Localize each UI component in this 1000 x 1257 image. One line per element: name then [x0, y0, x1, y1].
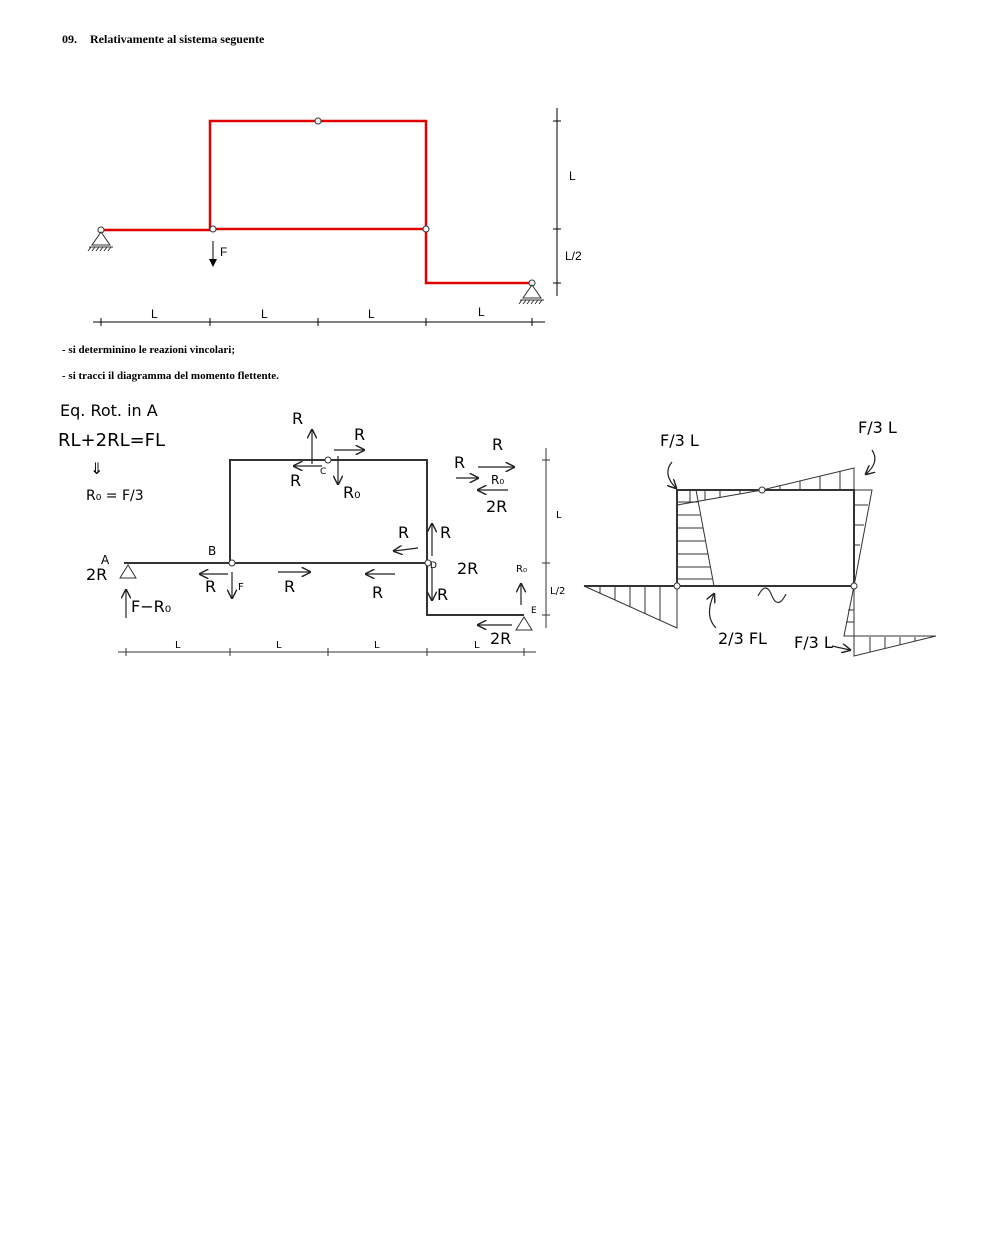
node-label-b: B — [208, 544, 217, 558]
solution-dim-L-vertical: L — [556, 510, 562, 521]
dim-label-L-1: L — [151, 307, 158, 321]
solution-support-a — [120, 565, 136, 578]
force-2R-at-e: 2R — [490, 629, 512, 648]
force-2R-at-d: 2R — [457, 559, 479, 578]
solution-frame — [124, 460, 524, 615]
force-R-at-d-up: R — [440, 523, 452, 542]
dim-label-L-4: L — [478, 305, 485, 319]
force-R0-right: R₀ — [491, 473, 505, 487]
moment-frame — [584, 490, 856, 586]
force-2R-at-a: 2R — [86, 565, 108, 584]
moment-label-mid: 2/3 FL — [718, 629, 767, 648]
exercise-title: Relativamente al sistema seguente — [90, 32, 265, 46]
equation-result: R₀ = F/3 — [86, 488, 144, 504]
squiggle-mark — [758, 588, 786, 603]
dim-label-L-vertical: L — [569, 169, 576, 183]
force-R-top-right: R — [354, 425, 366, 444]
dim-label-L-3: L — [368, 307, 375, 321]
moment-region-left-beam — [584, 586, 677, 628]
solution-dim-L-1: L — [175, 640, 181, 651]
moment-label-top-right: F/3 L — [858, 418, 897, 437]
task-moment-diagram: - si tracci il diagramma del momento flettente. — [62, 370, 279, 382]
force-R-at-d-down: R — [437, 585, 449, 604]
solution-figure — [58, 401, 565, 656]
node-label-a: A — [101, 553, 110, 567]
moment-label-bottom-right: F/3 L — [794, 633, 833, 652]
frame-structure — [101, 121, 532, 283]
force-F-at-b: F — [238, 582, 244, 593]
dim-label-half-L: L/2 — [565, 249, 582, 263]
moment-hinge-b — [674, 583, 680, 589]
moment-hinge-top — [759, 487, 765, 493]
force-R-right-top: R — [492, 435, 504, 454]
solution-vertical-dimension — [542, 448, 550, 628]
horizontal-dimension — [93, 318, 545, 326]
node-label-c: C — [320, 467, 327, 477]
force-R-right-mid: R — [454, 453, 466, 472]
solution-dim-L-3: L — [374, 640, 380, 651]
solution-dim-L-2: L — [276, 640, 282, 651]
dim-label-L-2: L — [261, 307, 268, 321]
node-label-d: D — [430, 561, 437, 571]
reaction-e-vertical: R₀ — [516, 564, 527, 575]
solution-dim-L-4: L — [474, 640, 480, 651]
force-2R-right: 2R — [486, 497, 508, 516]
vertical-dimension — [553, 108, 561, 296]
force-R-beam-mid: R — [284, 577, 296, 596]
force-R0-top: R₀ — [343, 483, 361, 502]
reaction-a-vertical: F−R₀ — [131, 597, 172, 616]
moment-region-right-column — [854, 490, 872, 586]
equation-implies: ⇓ — [90, 459, 104, 478]
moment-label-top-left: F/3 L — [660, 431, 699, 450]
force-R-top-left: R — [290, 471, 302, 490]
force-R-b-left: R — [205, 577, 217, 596]
moment-hinge-d — [851, 583, 857, 589]
force-R-at-d-left: R — [398, 523, 410, 542]
moment-region-top-beam — [677, 468, 854, 505]
force-R-beam-right: R — [372, 583, 384, 602]
equation-title: Eq. Rot. in A — [60, 401, 158, 420]
load-label-F: F — [220, 245, 228, 259]
support-right — [519, 285, 544, 304]
node-label-e: E — [531, 606, 537, 616]
problem-figure — [88, 108, 582, 326]
task-reactions: - si determinino le reazioni vincolari; — [62, 344, 236, 356]
hinge-markers — [98, 118, 535, 286]
solution-dim-half-L: L/2 — [550, 586, 566, 597]
moment-region-lower — [844, 586, 936, 656]
force-R-top-up: R — [292, 409, 304, 428]
hinge-top — [315, 118, 321, 124]
exercise-number: 09. — [62, 32, 77, 46]
equation-main: RL+2RL=FL — [58, 430, 166, 451]
moment-diagram — [584, 418, 936, 656]
hinge-d — [423, 226, 429, 232]
solution-support-e — [516, 617, 532, 630]
hinge-b — [210, 226, 216, 232]
support-left — [88, 232, 113, 251]
